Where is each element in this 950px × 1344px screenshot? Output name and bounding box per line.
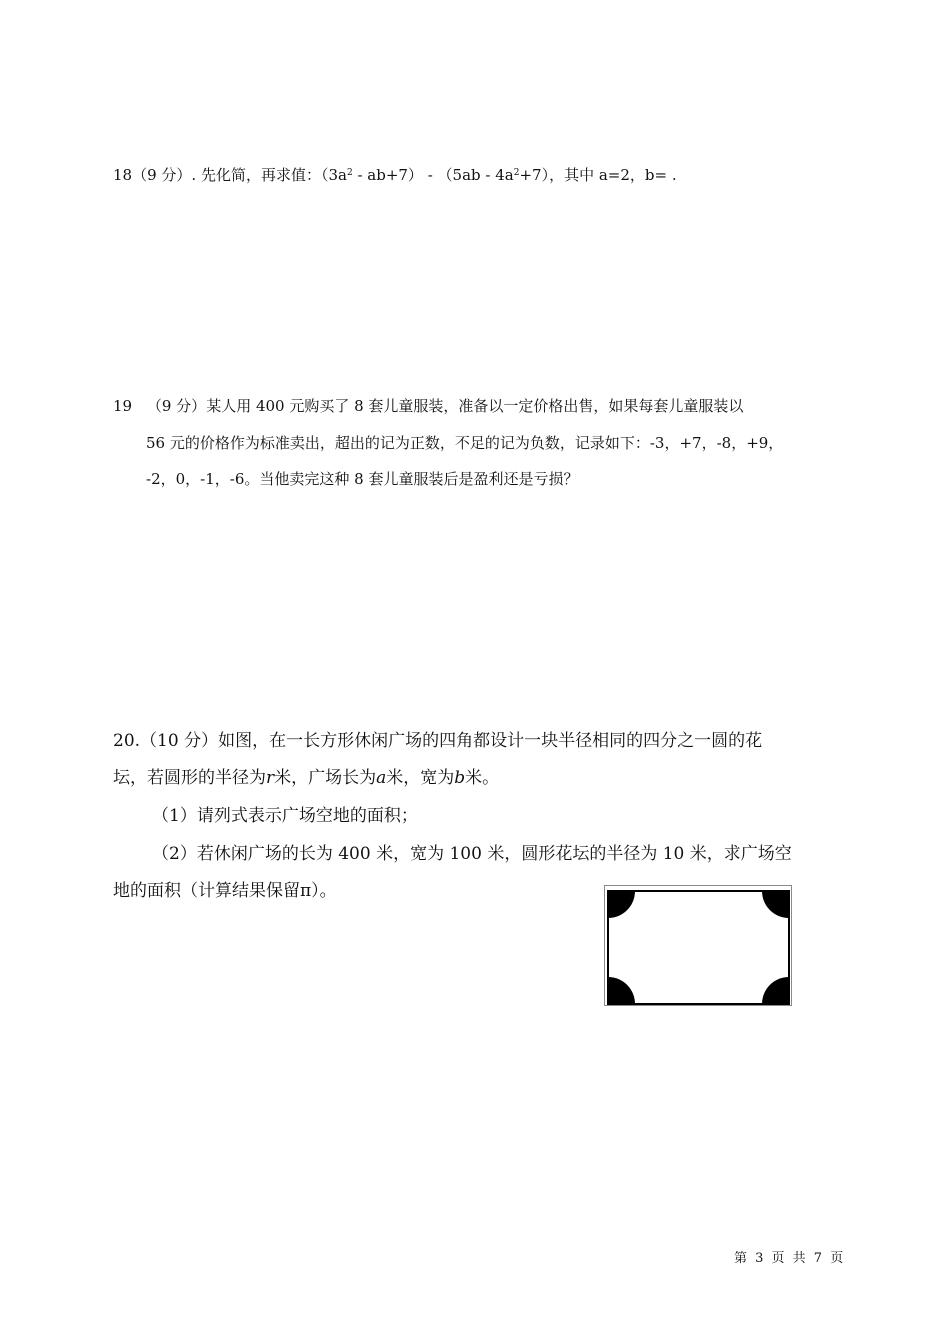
question-text: 米，广场长为	[274, 768, 377, 788]
superscript: 2	[513, 168, 520, 178]
question-19-line-2: 56 元的价格作为标准卖出，超出的记为正数，不足的记为负数，记录如下：-3，+7，-8，+9，	[146, 434, 784, 452]
variable-r: r	[266, 768, 275, 788]
question-score: （9 分）	[132, 166, 192, 184]
question-text: +7），其中 a=2，b= .	[519, 166, 677, 184]
question-number: 19	[113, 397, 133, 415]
question-19-line-3: -2，0，-1，-6。当他卖完这种 8 套儿童服装后是盈利还是亏损？	[146, 470, 579, 488]
question-18	[113, 165, 677, 185]
plaza-rectangle	[608, 891, 789, 1004]
question-score: （9 分）	[146, 397, 207, 415]
variable-b: b	[454, 768, 466, 788]
page-number-footer: 第 3 页 共 7 页	[734, 1251, 844, 1266]
question-text: . 先化简，再求值：（3a	[191, 166, 347, 184]
question-20-part-1: （1）请列式表示广场空地的面积；	[152, 806, 418, 826]
question-score: （10 分）	[140, 731, 219, 751]
question-text: - ab+7） - （5ab - 4a	[352, 166, 514, 184]
question-20-line-2	[113, 767, 499, 789]
question-20-part-2-continued: 地的面积（计算结果保留π）。	[113, 881, 337, 901]
question-number: 18	[113, 166, 133, 184]
superscript: 2	[346, 168, 353, 178]
question-20-line-1	[113, 730, 762, 752]
question-text: 坛，若圆形的半径为	[113, 768, 266, 788]
question-19-line-1	[113, 396, 743, 416]
question-text: 如图，在一长方形休闲广场的四角都设计一块半径相同的四分之一圆的花	[218, 731, 763, 751]
question-text: 米，宽为	[386, 768, 455, 788]
question-number: 20.	[113, 731, 141, 751]
plaza-diagram	[605, 886, 793, 1007]
question-text: 米。	[465, 768, 500, 788]
question-20-part-2: （2）若休闲广场的长为 400 米，宽为 100 米，圆形花坛的半径为 10 米，求广场空	[152, 844, 792, 864]
question-text: 某人用 400 元购买了 8 套儿童服装，准备以一定价格出售，如果每套儿童服装以	[206, 397, 744, 415]
rectangle-plaza-figure	[604, 885, 792, 1006]
variable-a: a	[376, 768, 387, 788]
